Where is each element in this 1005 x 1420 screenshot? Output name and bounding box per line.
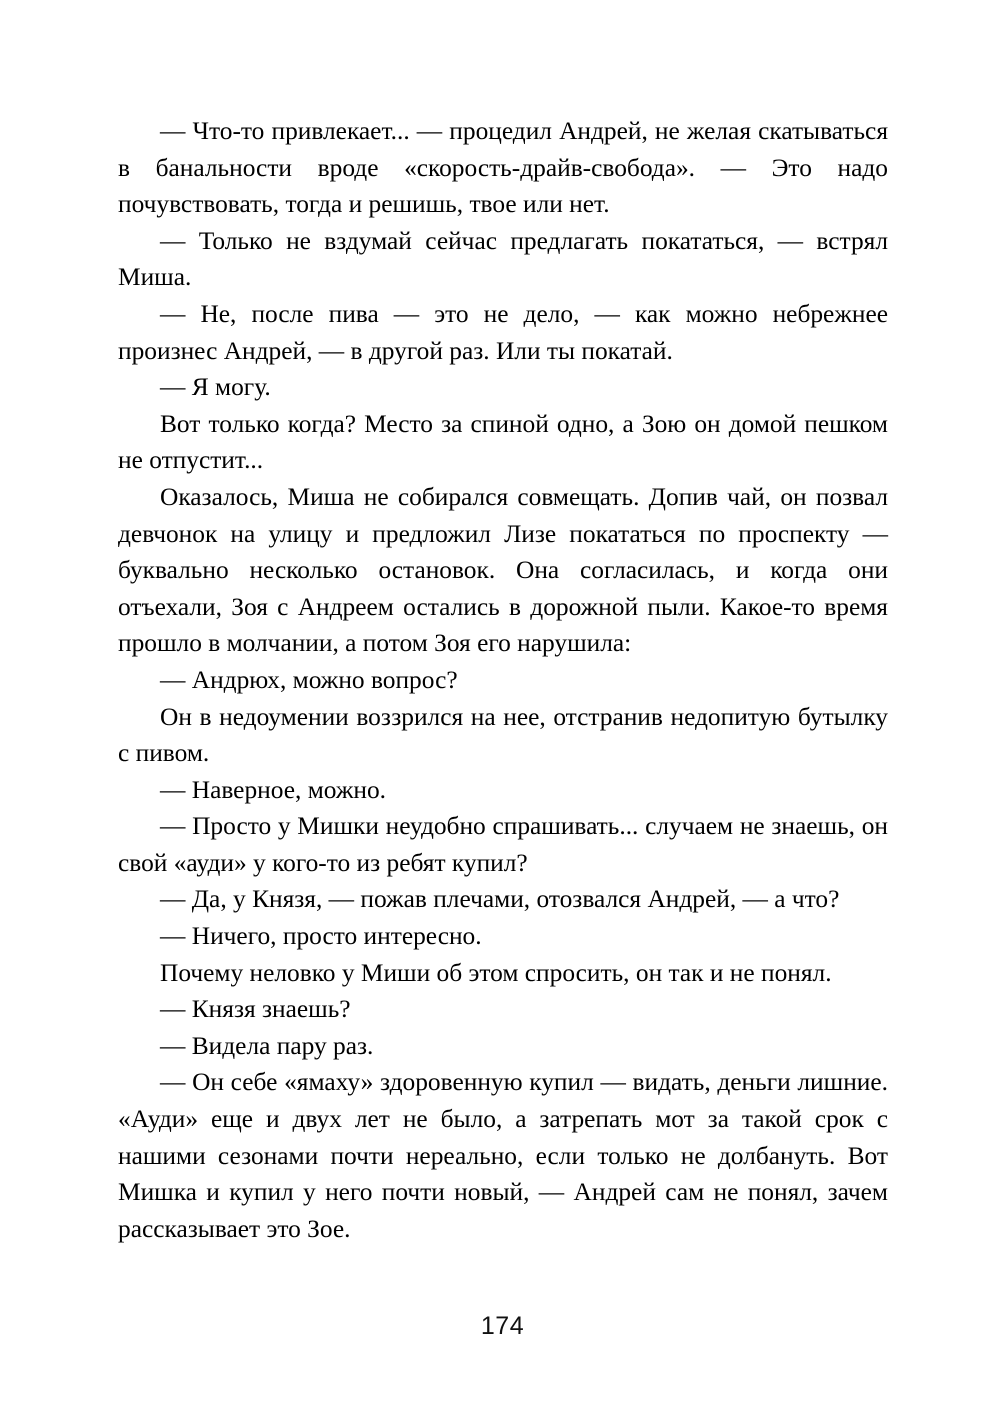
paragraph: Он в недоумении воззрился на нее, отстранив недопитую бутылку с пивом.: [118, 702, 888, 768]
page-number: 174: [480, 1312, 525, 1340]
body-text-column: [118, 113, 888, 1247]
paragraph: — Просто у Мишки неудобно спрашивать... случаем не знаешь, он свой «ауди» у кого-то из ребят купил?: [118, 812, 888, 877]
paragraph: — Я могу.: [160, 373, 271, 402]
paragraph: — Наверное, можно.: [160, 775, 387, 804]
paragraph: Оказалось, Миша не собирался совмещать. Допив чай, он позвал девчонок на улицу и предложил Лизе покататься по проспекту — буквально несколько остановок. Она согласилась, и когда они отъехали, Зоя с Андреем остались в дорожной пыли. Какое-то время прошло в молчании, а потом Зоя его нарушила:: [118, 482, 888, 658]
paragraph: — Только не вздумай сейчас предлагать покататься, — встрял Миша.: [118, 226, 888, 292]
paragraph: — Андрюх, можно вопрос?: [160, 665, 458, 694]
paragraph: — Он себе «ямаху» здоровенную купил — видать, деньги лишние. «Ауди» еще и двух лет не было, а затрепать мот за такой срок с нашими сезонами почти нереально, если только не долбануть. Вот Мишка и купил у него почти новый, — Андрей сам не понял, зачем рассказывает это Зое.: [118, 1068, 888, 1243]
paragraph: Почему неловко у Миши об этом спросить, он так и не понял.: [160, 958, 832, 987]
paragraph: — Не, после пива — это не дело, — как можно небрежнее произнес Андрей, — в другой раз. Или ты покатай.: [118, 299, 888, 365]
paragraph: — Видела пару раз.: [160, 1031, 374, 1060]
paragraph: — Да, у Князя, — пожав плечами, отозвался Андрей, — а что?: [160, 885, 840, 914]
paragraph: — Князя знаешь?: [160, 995, 351, 1024]
paragraph: — Что-то привлекает... — процедил Андрей, не желая скатываться в банальности вроде «скорость-драйв-свобода». — Это надо почувствовать, тогда и решишь, твое или нет.: [118, 117, 888, 219]
paragraph: — Ничего, просто интересно.: [160, 922, 482, 951]
paragraph: Вот только когда? Место за спиной одно, а Зою он домой пешком не отпустит...: [118, 409, 888, 475]
